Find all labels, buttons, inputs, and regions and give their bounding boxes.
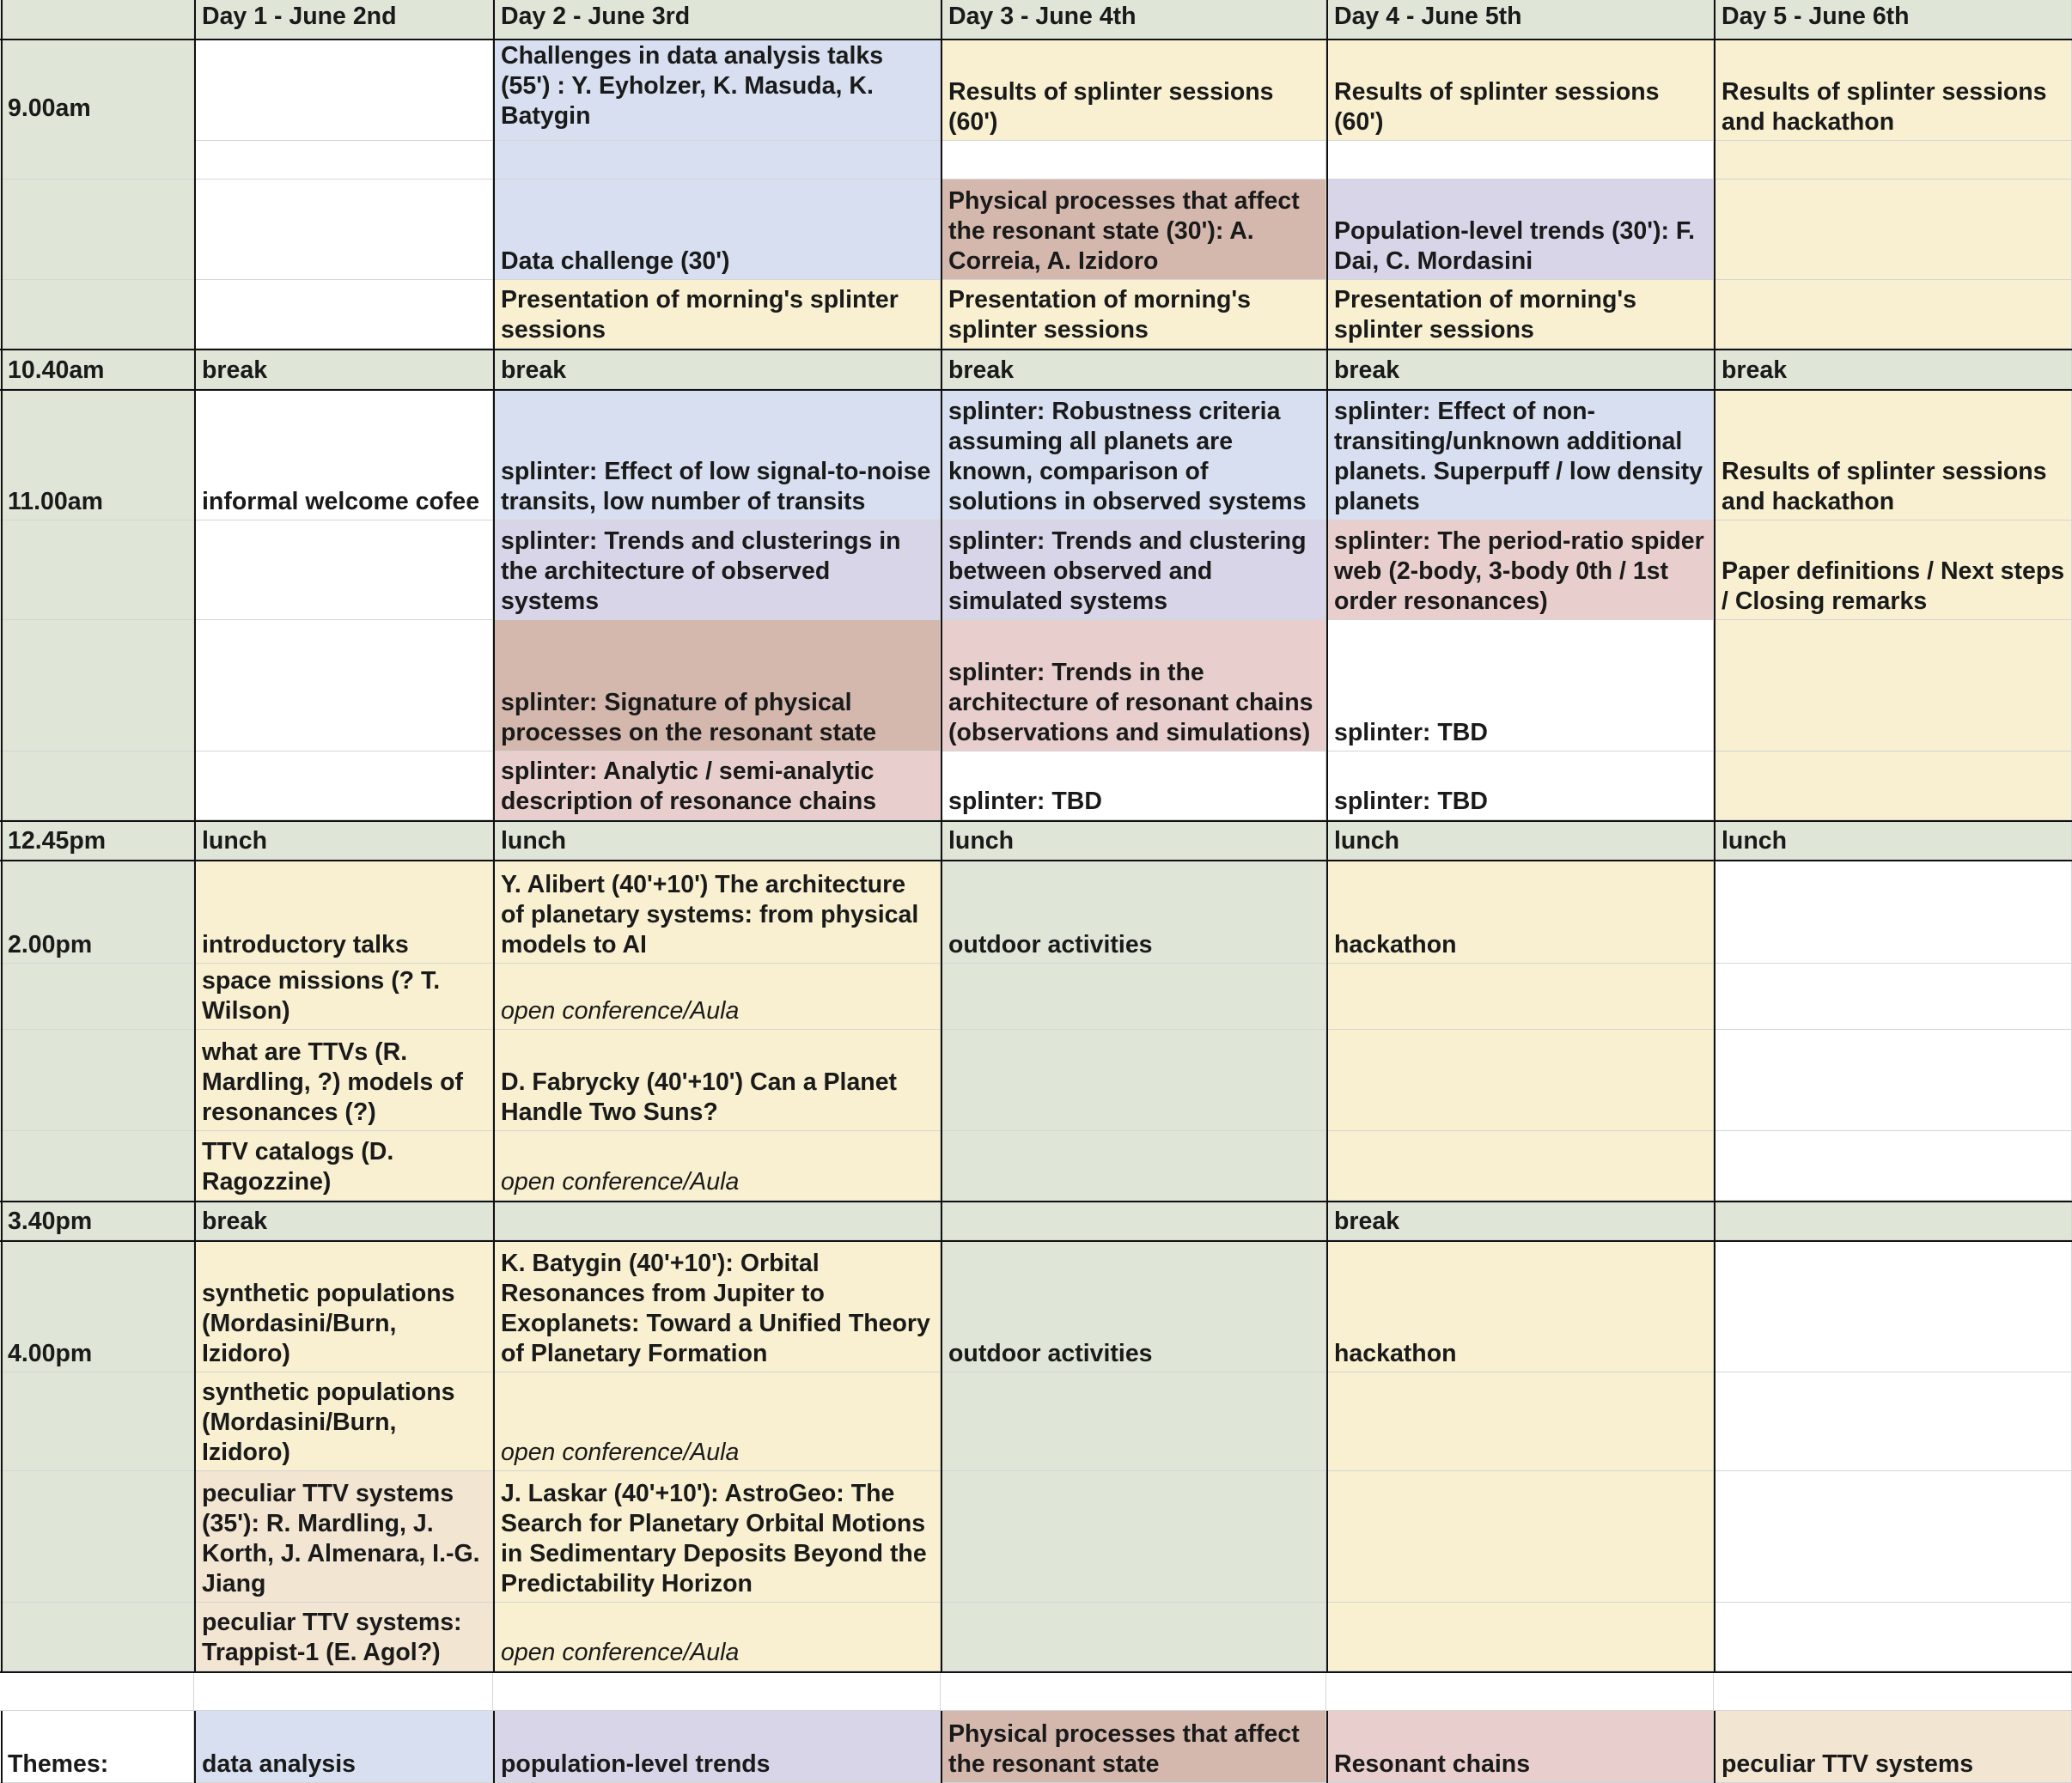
empty-cell[interactable]	[1714, 860, 2072, 964]
cell-d1-intro[interactable]	[194, 860, 493, 964]
cell-text: lunch	[202, 827, 267, 855]
empty-cell[interactable]	[941, 1131, 1326, 1201]
cell-text: lunch	[501, 827, 566, 855]
time-label[interactable]	[0, 1240, 194, 1372]
empty-cell[interactable]	[0, 620, 194, 752]
cell-text: splinter: Trends and clustering between observed and simulated systems	[948, 527, 1307, 615]
cell-d3-s3[interactable]	[941, 620, 1326, 752]
cell-text: peculiar TTV systems	[1722, 1750, 1974, 1778]
empty-cell[interactable]	[0, 1372, 194, 1471]
cell-d3-s2[interactable]	[941, 520, 1326, 620]
column-border	[194, 1711, 196, 1783]
cell-text: 12.45pm	[8, 827, 107, 855]
column-border	[1, 1711, 3, 1783]
cell-text: Resonant chains	[1334, 1750, 1531, 1778]
cell-open-conf[interactable]	[493, 964, 941, 1030]
cell-text: Day 1 - June 2nd	[202, 3, 397, 30]
cell-d1-synth1[interactable]	[194, 1240, 493, 1372]
cell-text: Y. Alibert (40'+10') The architecture of planetary systems: from physical models to AI	[501, 871, 919, 958]
cell-d3-s4[interactable]	[941, 752, 1326, 820]
empty-cell[interactable]	[941, 1201, 1326, 1240]
cell-d2-batygin[interactable]	[493, 1240, 941, 1372]
cell-d1-peculiar1[interactable]	[194, 1471, 493, 1603]
cell-text: splinter: Trends in the architecture of resonant chains (observations and simulations)	[948, 659, 1313, 746]
themes-label[interactable]	[0, 1711, 194, 1783]
cell-text: splinter: Robustness criteria assuming all planets are known, comparison of solutions in observed systems	[948, 398, 1307, 515]
cell-text: 10.40am	[8, 356, 105, 384]
cell-text: splinter: TBD	[1334, 719, 1488, 746]
row-border	[0, 1240, 2072, 1242]
empty-cell[interactable]	[1714, 1603, 2072, 1671]
row-border	[0, 389, 2072, 391]
break-cell[interactable]	[941, 349, 1326, 389]
cell-d2-s3[interactable]	[493, 620, 941, 752]
cell-text: J. Laskar (40'+10'): AstroGeo: The Search for Planetary Orbital Motions in Sedimentary Deposits Beyond the Predictability Horizon	[501, 1480, 927, 1597]
empty-cell[interactable]	[194, 1671, 493, 1711]
cell-d4-s3[interactable]	[1326, 620, 1714, 752]
break-cell[interactable]	[1714, 349, 2072, 389]
empty-cell[interactable]	[0, 280, 194, 349]
cell-d2-laskar[interactable]	[493, 1471, 941, 1603]
cell-text: Presentation of morning's splinter sessions	[1334, 286, 1636, 344]
theme-legend-2[interactable]	[493, 1711, 941, 1783]
empty-cell[interactable]	[941, 141, 1326, 180]
empty-cell[interactable]	[194, 280, 493, 349]
lunch-cell[interactable]	[194, 820, 493, 860]
empty-cell[interactable]	[1714, 1030, 2072, 1131]
column-border	[1714, 1711, 1715, 1783]
empty-cell[interactable]	[493, 141, 941, 180]
day-header-4[interactable]	[1326, 0, 1714, 40]
cell-text: lunch	[1722, 827, 1787, 855]
cell-text: splinter: Signature of physical processes on the resonant state	[501, 689, 877, 746]
empty-cell[interactable]	[1714, 1471, 2072, 1603]
cell-text: break	[1722, 356, 1788, 384]
cell-text: break	[202, 1208, 268, 1235]
empty-cell[interactable]	[0, 1671, 194, 1711]
cell-text: open conference/Aula	[501, 1168, 740, 1196]
lunch-cell[interactable]	[1714, 820, 2072, 860]
cell-text: splinter: TBD	[1334, 788, 1488, 815]
break-cell[interactable]	[1326, 349, 1714, 389]
theme-legend-3[interactable]	[941, 1711, 1326, 1783]
cell-d4-population[interactable]	[1326, 180, 1714, 280]
cell-text: Presentation of morning's splinter sessions	[948, 286, 1251, 344]
empty-cell[interactable]	[1326, 1131, 1714, 1201]
cell-text: break	[202, 356, 268, 384]
empty-cell[interactable]	[1714, 1372, 2072, 1471]
empty-cell[interactable]	[941, 1471, 1326, 1603]
cell-open-conf[interactable]	[493, 1131, 941, 1201]
empty-cell[interactable]	[194, 180, 493, 280]
cell-text: outdoor activities	[948, 931, 1153, 958]
cell-d4-s2[interactable]	[1326, 520, 1714, 620]
cell-d4-hackathon[interactable]	[1326, 860, 1714, 964]
column-border	[493, 1711, 495, 1783]
cell-text: splinter: TBD	[948, 788, 1102, 815]
row-border	[0, 349, 2072, 350]
time-label[interactable]	[0, 389, 194, 520]
cell-text: what are TTVs (R. Mardling, ?) models of resonances (?)	[202, 1038, 463, 1126]
cell-d3-presentation[interactable]	[941, 280, 1326, 349]
column-border	[194, 0, 196, 1671]
empty-cell[interactable]	[493, 1671, 941, 1711]
empty-cell[interactable]	[1714, 1671, 2072, 1711]
cell-text: splinter: Trends and clusterings in the architecture of observed systems	[501, 527, 901, 615]
cell-text: Results of splinter sessions and hackathon	[1722, 458, 2047, 515]
day-header-5[interactable]	[1714, 0, 2072, 40]
cell-d3-outdoor2[interactable]	[941, 1240, 1326, 1372]
column-border	[1714, 0, 1715, 1671]
cell-d2-fabrycky[interactable]	[493, 1030, 941, 1131]
cell-text: outdoor activities	[948, 1340, 1153, 1367]
break-cell[interactable]	[194, 349, 493, 389]
lunch-cell[interactable]	[1326, 820, 1714, 860]
cell-d5-paper[interactable]	[1714, 520, 2072, 620]
cell-text: data analysis	[202, 1750, 357, 1778]
cell-open-conf[interactable]	[493, 1372, 941, 1471]
cell-d2-presentation[interactable]	[493, 280, 941, 349]
cell-text: lunch	[948, 827, 1014, 855]
cell-d1-space[interactable]	[194, 964, 493, 1030]
cell-d1-catalogs[interactable]	[194, 1131, 493, 1201]
empty-cell[interactable]	[1714, 964, 2072, 1030]
cell-d3-results[interactable]	[941, 40, 1326, 141]
empty-cell[interactable]	[194, 141, 493, 180]
cell-d1-peculiar2[interactable]	[194, 1603, 493, 1671]
cell-text: introductory talks	[202, 931, 409, 958]
time-label[interactable]	[0, 820, 194, 860]
empty-cell[interactable]	[0, 1471, 194, 1603]
cell-d1-ttvs[interactable]	[194, 1030, 493, 1131]
cell-text: Results of splinter sessions (60')	[1334, 78, 1660, 136]
cell-text: informal welcome cofee	[202, 488, 480, 515]
theme-legend-4[interactable]	[1326, 1711, 1714, 1783]
cell-text: Physical processes that affect the resonant state (30'): A. Correia, A. Izidoro	[948, 187, 1300, 275]
row-border	[0, 860, 2072, 861]
empty-cell[interactable]	[1326, 1603, 1714, 1671]
empty-cell[interactable]	[0, 964, 194, 1030]
cell-text: break	[501, 356, 567, 384]
cell-d2-data-challenge[interactable]	[493, 180, 941, 280]
cell-text: hackathon	[1334, 1340, 1457, 1367]
cell-text: lunch	[1334, 827, 1399, 855]
empty-cell[interactable]	[1714, 180, 2072, 280]
empty-cell[interactable]	[1714, 752, 2072, 820]
cell-text: break	[948, 356, 1015, 384]
cell-d2-alibert[interactable]	[493, 860, 941, 964]
cell-text: Presentation of morning's splinter sessions	[501, 286, 899, 344]
empty-cell[interactable]	[1714, 280, 2072, 349]
row-border	[0, 820, 2072, 822]
cell-text: synthetic populations (Mordasini/Burn, Izidoro)	[202, 1280, 455, 1367]
cell-text: 2.00pm	[8, 931, 93, 958]
time-label[interactable]	[0, 349, 194, 389]
empty-cell[interactable]	[941, 964, 1326, 1030]
cell-d2-s2[interactable]	[493, 520, 941, 620]
cell-d3-outdoor[interactable]	[941, 860, 1326, 964]
cell-text: peculiar TTV systems (35'): R. Mardling, J. Korth, J. Almenara, I.-G. Jiang	[202, 1480, 480, 1597]
column-border	[1326, 0, 1328, 1671]
empty-cell[interactable]	[1326, 1372, 1714, 1471]
cell-text: open conference/Aula	[501, 1439, 740, 1466]
cell-d4-s4[interactable]	[1326, 752, 1714, 820]
empty-cell[interactable]	[1714, 1201, 2072, 1240]
cell-text: 11.00am	[8, 488, 103, 515]
cell-text: TTV catalogs (D. Ragozzine)	[202, 1138, 394, 1196]
empty-cell[interactable]	[0, 520, 194, 620]
empty-cell[interactable]	[941, 1671, 1326, 1711]
empty-cell[interactable]	[1326, 1471, 1714, 1603]
theme-legend-5[interactable]	[1714, 1711, 2072, 1783]
row-border	[0, 39, 2072, 40]
cell-text: Day 2 - June 3rd	[501, 3, 691, 30]
cell-d4-s1[interactable]	[1326, 389, 1714, 520]
cell-open-conf[interactable]	[493, 1603, 941, 1671]
cell-text: D. Fabrycky (40'+10') Can a Planet Handle Two Suns?	[501, 1068, 898, 1126]
empty-cell[interactable]	[194, 40, 493, 141]
empty-cell[interactable]	[1714, 1240, 2072, 1372]
row-border	[0, 1201, 2072, 1202]
cell-text: Themes:	[8, 1750, 109, 1778]
empty-cell[interactable]	[1714, 1131, 2072, 1201]
empty-cell[interactable]	[0, 1030, 194, 1131]
empty-cell[interactable]	[941, 1603, 1326, 1671]
empty-cell[interactable]	[194, 520, 493, 620]
cell-text: open conference/Aula	[501, 997, 740, 1025]
cell-d1-welcome[interactable]	[194, 389, 493, 520]
cell-text: splinter: Analytic / semi-analytic description of resonance chains	[501, 758, 877, 815]
empty-cell[interactable]	[493, 1201, 941, 1240]
cell-text: synthetic populations (Mordasini/Burn, Izidoro)	[202, 1378, 455, 1466]
cell-text: Results of splinter sessions (60')	[948, 78, 1274, 136]
cell-text: Physical processes that affect the resonant state	[948, 1720, 1300, 1778]
lunch-cell[interactable]	[493, 820, 941, 860]
cell-text: Day 5 - June 6th	[1722, 3, 1910, 30]
cell-d2-s4[interactable]	[493, 752, 941, 820]
cell-text: break	[1334, 1208, 1400, 1235]
cell-text: Data challenge (30')	[501, 247, 730, 275]
cell-d5-results-hack2[interactable]	[1714, 389, 2072, 520]
cell-text: 3.40pm	[8, 1208, 93, 1235]
column-border	[941, 1711, 942, 1783]
cell-text: peculiar TTV systems: Trappist-1 (E. Agol?)	[202, 1609, 462, 1666]
column-border	[1, 0, 3, 1671]
column-border	[941, 0, 942, 1671]
empty-cell[interactable]	[1714, 141, 2072, 180]
cell-text: break	[1334, 356, 1400, 384]
cell-text: open conference/Aula	[501, 1639, 740, 1666]
cell-text: 4.00pm	[8, 1340, 93, 1367]
row-border	[0, 1671, 2072, 1673]
time-label[interactable]	[0, 40, 194, 180]
cell-text: splinter: Effect of low signal-to-noise transits, low number of transits	[501, 458, 931, 515]
cell-d5-results-hack[interactable]	[1714, 40, 2072, 141]
cell-text: space missions (? T. Wilson)	[202, 967, 441, 1025]
cell-text: Challenges in data analysis talks (55') : Y. Eyholzer, K. Masuda, K. Batygin	[501, 42, 884, 130]
empty-cell[interactable]	[1326, 964, 1714, 1030]
cell-d1-synth2[interactable]	[194, 1372, 493, 1471]
lunch-cell[interactable]	[941, 820, 1326, 860]
empty-cell[interactable]	[0, 1603, 194, 1671]
cell-d3-physical[interactable]	[941, 180, 1326, 280]
cell-text: splinter: The period-ratio spider web (2-body, 3-body 0th / 1st order resonances)	[1334, 527, 1704, 615]
cell-text: Day 4 - June 5th	[1334, 3, 1522, 30]
empty-cell[interactable]	[1326, 141, 1714, 180]
cell-text: Results of splinter sessions and hackathon	[1722, 78, 2047, 136]
header-corner[interactable]	[0, 0, 194, 40]
day-header-3[interactable]	[941, 0, 1326, 40]
empty-cell[interactable]	[0, 1131, 194, 1201]
empty-cell[interactable]	[941, 1372, 1326, 1471]
break-cell[interactable]	[493, 349, 941, 389]
cell-text: Population-level trends (30'): F. Dai, C. Mordasini	[1334, 217, 1696, 275]
cell-d2-s1[interactable]	[493, 389, 941, 520]
cell-text: 9.00am	[8, 94, 91, 122]
cell-d2-challenges[interactable]	[493, 40, 941, 141]
break-cell[interactable]	[1326, 1201, 1714, 1240]
day-header-1[interactable]	[194, 0, 493, 40]
break-cell[interactable]	[194, 1201, 493, 1240]
cell-text: hackathon	[1334, 931, 1457, 958]
cell-text: Day 3 - June 4th	[948, 3, 1137, 30]
cell-text: Paper definitions / Next steps / Closing remarks	[1722, 557, 2065, 615]
empty-cell[interactable]	[194, 752, 493, 820]
empty-cell[interactable]	[941, 1030, 1326, 1131]
day-header-2[interactable]	[493, 0, 941, 40]
empty-cell[interactable]	[1326, 1030, 1714, 1131]
empty-cell[interactable]	[1326, 1671, 1714, 1711]
cell-text: splinter: Effect of non-transiting/unknown additional planets. Superpuff / low density planets	[1334, 398, 1703, 515]
empty-cell[interactable]	[0, 180, 194, 280]
empty-cell[interactable]	[1714, 620, 2072, 752]
cell-d4-results[interactable]	[1326, 40, 1714, 141]
empty-cell[interactable]	[0, 752, 194, 820]
cell-text: K. Batygin (40'+10'): Orbital Resonances from Jupiter to Exoplanets: Toward a Unified Theory of Planetary Formation	[501, 1250, 930, 1367]
time-label[interactable]	[0, 860, 194, 964]
cell-d4-hackathon2[interactable]	[1326, 1240, 1714, 1372]
column-border	[493, 0, 495, 1671]
cell-d4-presentation[interactable]	[1326, 280, 1714, 349]
cell-text: population-level trends	[501, 1750, 771, 1778]
column-border	[1326, 1711, 1328, 1783]
empty-cell[interactable]	[194, 620, 493, 752]
time-label[interactable]	[0, 1201, 194, 1240]
theme-legend-1[interactable]	[194, 1711, 493, 1783]
cell-d3-s1[interactable]	[941, 389, 1326, 520]
